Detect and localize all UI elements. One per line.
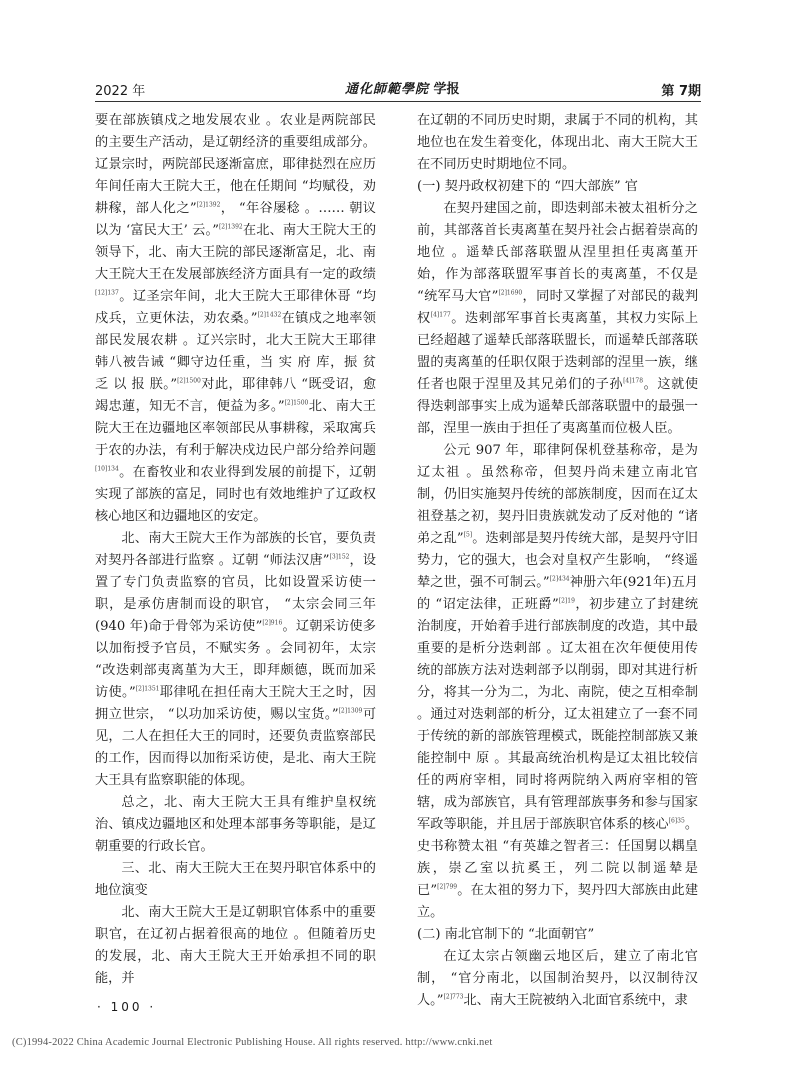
right-column xyxy=(417,110,699,1008)
section-heading: 三、北、南大王院大王在契丹职官体系中的地位演变 xyxy=(95,861,376,898)
text-run: 在北、南大王院大王的领导下，北、南大王院的部民逐渐富足，北、南大王院大王在发展部族经济方面具有一定的政绩 xyxy=(95,223,376,282)
text-run: ，初步建立了封建统治制度，开始着手进行部族制度的改造，其中最重要的是析分迭剌部 。辽太祖在次年便使用传统的部族方法对迭剌部予以削弱，即对其进行析分，将其一分为二，为北、南院，使之互相牵制 。通过对迭剌部的析分，辽太祖建立了一套不同于传统的新的部族管理模式，既能控制部族又兼能控制中 原 。其最高统治机构是辽太祖比较信任的两府宰相，同时将两院纳入两府宰相的管辖，成为部族官，具有管理部族事务和参与国家军政等职能，并且居于部族职官体系的核心 xyxy=(417,597,699,832)
subsection-heading: (一) 契丹政权初建下的 “四大部族” 官 xyxy=(417,179,638,194)
citation: [2]1432 xyxy=(257,311,282,319)
text-run: ，同时又掌握了对部民的裁判权 xyxy=(417,289,699,326)
paragraph xyxy=(95,528,376,792)
citation: [2]1500 xyxy=(284,399,309,407)
text-run: 。在畜牧业和农业得到发展的前提下，辽朝实现了部族的富足，同时也有效地维护了辽政权核心地区和边疆地区的安定。 xyxy=(95,465,376,524)
text-run: 。史书称赞太祖 “有英雄之智者三：任国舅以耦皇族，崇乙室以抗奚王，列二院以制遥辇是已” xyxy=(417,817,699,898)
citation: [5] xyxy=(463,531,473,539)
citation: [4]177 xyxy=(430,311,451,319)
running-header xyxy=(95,78,701,102)
journal-title xyxy=(345,78,460,97)
citation: [12]137 xyxy=(95,289,119,297)
text-run: 要在部族镇戍之地发展农业 。农业是两院部民的主要生产活动，是辽朝经济的重要组成部分。辽景宗时，两院部民逐渐富庶，耶律挞烈在应历年间任南大王院大王，他在任期间 “均赋役，劝耕稼，部人化之” xyxy=(95,113,376,216)
paragraph xyxy=(417,198,698,440)
citation: [2]1392 xyxy=(196,201,221,209)
text-run: 。在太祖的努力下，契丹四大部族由此建立。 xyxy=(417,883,699,920)
paragraph: 北、南大王院大王是辽朝职官体系中的重要职官，在辽初占据着很高的地位 。但随着历史的发展，北、南大王院大王开始承担不同的职能，并 xyxy=(95,905,376,986)
text-run: 在辽太宗占领幽云地区后，建立了南北官制， “官分南北，以国制治契丹，以汉制待汉人。” xyxy=(417,949,698,1008)
citation: [10]134 xyxy=(95,465,119,473)
citation: [6]35 xyxy=(668,817,685,825)
text-run: 北、南大王院大王在边疆地区率领部民从事耕稼，采取寓兵于农的办法，有利于解决戍边民户部分给养问题 xyxy=(95,399,377,458)
citation: [2]1351 xyxy=(135,685,160,693)
journal-brand-logo: 通化師範學院 xyxy=(345,82,430,97)
text-run: 。迭剌部是契丹传统大部，是契丹守旧势力，它的强大，也会对皇权产生影响， “终遥辇之世，强不可制云。” xyxy=(417,531,698,590)
subsection-heading: (二) 南北官制下的 “北面朝官” xyxy=(417,927,595,942)
text-run: 。迭剌部军事首长夷离堇，其权力实际上已经超越了遥辇氏部落联盟长，而遥辇氏部落联盟的夷离堇的任职仅限于迭剌部的涅里一族，继任者也限于涅里及其兄弟们的子孙 xyxy=(417,311,699,392)
citation: [2]773 xyxy=(443,993,464,1001)
citation: [2]916 xyxy=(262,619,283,627)
text-run: 神册六年(921年)五月的 “诏定法律，正班爵” xyxy=(417,575,698,612)
text-run: ，设置了专门负责监察的官员，比如设置采访使一职，是承仿唐制而设的职官， “太宗会同三年(940 年)命于骨邻为采访使” xyxy=(95,553,376,634)
paragraph: 总之，北、南大王院大王具有维护皇权统治、镇戍边疆地区和处理本部事务等职能，是辽朝重要的行政长官。 xyxy=(95,795,376,854)
header-rule xyxy=(95,101,701,102)
text-run: 对此，耶律韩八 “既受诏，愈竭忠蓮，知无不言，便益为多。” xyxy=(95,377,377,414)
paragraph: 在辽朝的不同历史时期，隶属于不同的机构，其地位也在发生着变化，体现出北、南大王院大王在不同历史时期地位不同。 xyxy=(417,113,698,172)
text-run: 可见，二人在担任大王的同时，还要负责监察部民的工作，因而得以加衔采访使，是北、南大王院大王具有监察职能的体现。 xyxy=(95,707,377,788)
citation: [2]1500 xyxy=(177,377,201,385)
citation: [4]178 xyxy=(623,377,644,385)
text-run: 。这就使得迭剌部事实上成为遥辇氏部落联盟中的最强一部，涅里一族由于担任了夷离堇而位极人臣。 xyxy=(417,377,699,436)
text-run: 。辽朝采访使多以加衔授予官员，不赋实务 。会同初年，太宗 “改迭剌部夷离堇为大王，即拜颇德，既而加采访使。” xyxy=(95,619,376,700)
text-run: 公元 907 年，耶律阿保机登基称帝，是为辽太祖 。虽然称帝，但契丹尚未建立南北官制，仍旧实施契丹传统的部族制度，因而在辽太祖登基之初，契丹旧贵族就发动了反对他的 “诸弟之乱” xyxy=(417,443,698,546)
citation: [2]1392 xyxy=(218,223,243,231)
citation: [2]799 xyxy=(437,883,458,891)
page-number: · 100 · xyxy=(97,1000,157,1014)
header-issue: 第 7期 xyxy=(661,84,701,99)
citation: [2]1309 xyxy=(338,707,363,715)
left-column xyxy=(95,110,376,995)
paragraph xyxy=(417,946,698,1012)
paragraph xyxy=(95,110,376,528)
copyright-line: (C)1994-2022 China Academic Journal Electronic Publishing House. All rights reserved. http://www.cnki.net xyxy=(12,1037,493,1048)
text-run: 在契丹建国之前，即迭剌部未被太祖析分之前，其部落首长夷离堇在契丹社会占据着崇高的地位 。遥辇氏部落联盟从涅里担任夷离堇开始，作为部落联盟军事首长的夷离堇，不仅是 “统军马大官” xyxy=(417,201,698,304)
text-run: 在镇戍之地率领部民发展农耕 。辽兴宗时，北大王院大王耶律韩八被告诫 “卿守边任重，当 实 府 库，振 贫 乏 以 报 朕。” xyxy=(95,311,376,392)
citation: [2]1690 xyxy=(498,289,523,297)
text-run: 。辽圣宗年间，北大王院大王耶律休哥 “均戍兵，立更休法，劝农桑。” xyxy=(95,289,376,326)
citation: [3]152 xyxy=(329,553,350,561)
journal-suffix: 学报 xyxy=(433,82,460,97)
header-year: 2022 年 xyxy=(95,84,146,99)
citation: [2]19 xyxy=(558,597,575,605)
text-run: 北、南大王院被纳入北面官系统中，隶 xyxy=(463,993,688,1008)
text-run: ， “年谷屡稔 。…… 朝议以为 ‘富民大王’ 云。” xyxy=(95,201,376,238)
text-run: 北、南大王院大王作为部族的长官，要负责对契丹各部进行监察 。辽朝 “师法汉唐” xyxy=(95,531,376,568)
text-run: 耶律吼在担任南大王院大王之时，因拥立世宗， “以功加采访使，赐以宝货。” xyxy=(95,685,376,722)
citation: [2]434 xyxy=(549,575,570,583)
paragraph xyxy=(417,440,698,924)
